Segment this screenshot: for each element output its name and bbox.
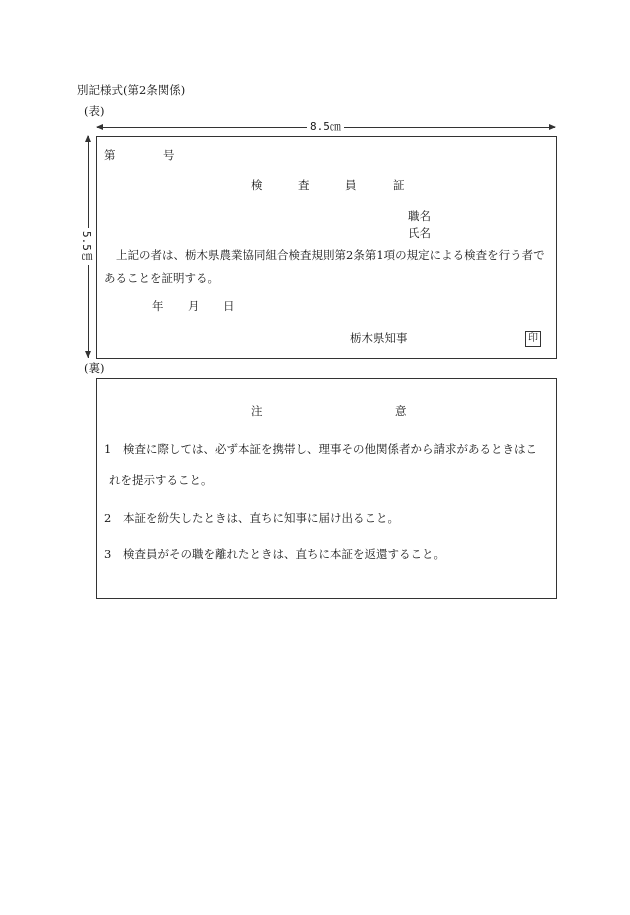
certification-text-line2: あることを証明する。 <box>104 271 219 285</box>
form-title: 別記様式(第2条関係) <box>77 83 186 97</box>
title-char: 査 <box>298 178 310 192</box>
note-text: 検査に際しては、必ず本証を携帯し、理事その他関係者から請求があるときはこ <box>123 442 537 456</box>
note-number: 1 <box>104 442 112 456</box>
note-number: 2 <box>104 511 112 525</box>
seal-stamp: 印 <box>525 331 541 347</box>
notes-title-left: 注 <box>251 404 263 418</box>
title-char: 証 <box>393 178 405 192</box>
title-char: 検 <box>251 178 263 192</box>
note-text: 本証を紛失したときは、直ちに知事に届け出ること。 <box>123 511 399 525</box>
notes-title-right: 意 <box>395 404 407 418</box>
certification-text-line1: 上記の者は、栃木県農業協同組合検査規則第2条第1項の規定による検査を行う者で <box>116 248 545 262</box>
note-number: 3 <box>104 547 112 561</box>
certificate-number-suffix: 号 <box>163 148 175 162</box>
note-text-continued: れを提示すること。 <box>109 473 213 487</box>
height-dimension-label: 5.5㎝ <box>81 228 92 265</box>
position-label: 職名 <box>408 209 431 223</box>
note-text: 検査員がその職を離れたときは、直ちに本証を返還すること。 <box>123 547 445 561</box>
front-side-label: (表) <box>84 104 105 118</box>
issuer-name: 栃木県知事 <box>350 331 408 345</box>
name-label: 氏名 <box>408 226 431 240</box>
back-card <box>96 378 557 599</box>
date-month: 月 <box>188 299 200 313</box>
title-char: 員 <box>345 178 357 192</box>
date-day: 日 <box>223 299 235 313</box>
date-year: 年 <box>152 299 164 313</box>
width-dimension-label: 8.5㎝ <box>307 121 344 132</box>
certificate-number-prefix: 第 <box>104 148 116 162</box>
back-side-label: (裏) <box>84 361 105 375</box>
